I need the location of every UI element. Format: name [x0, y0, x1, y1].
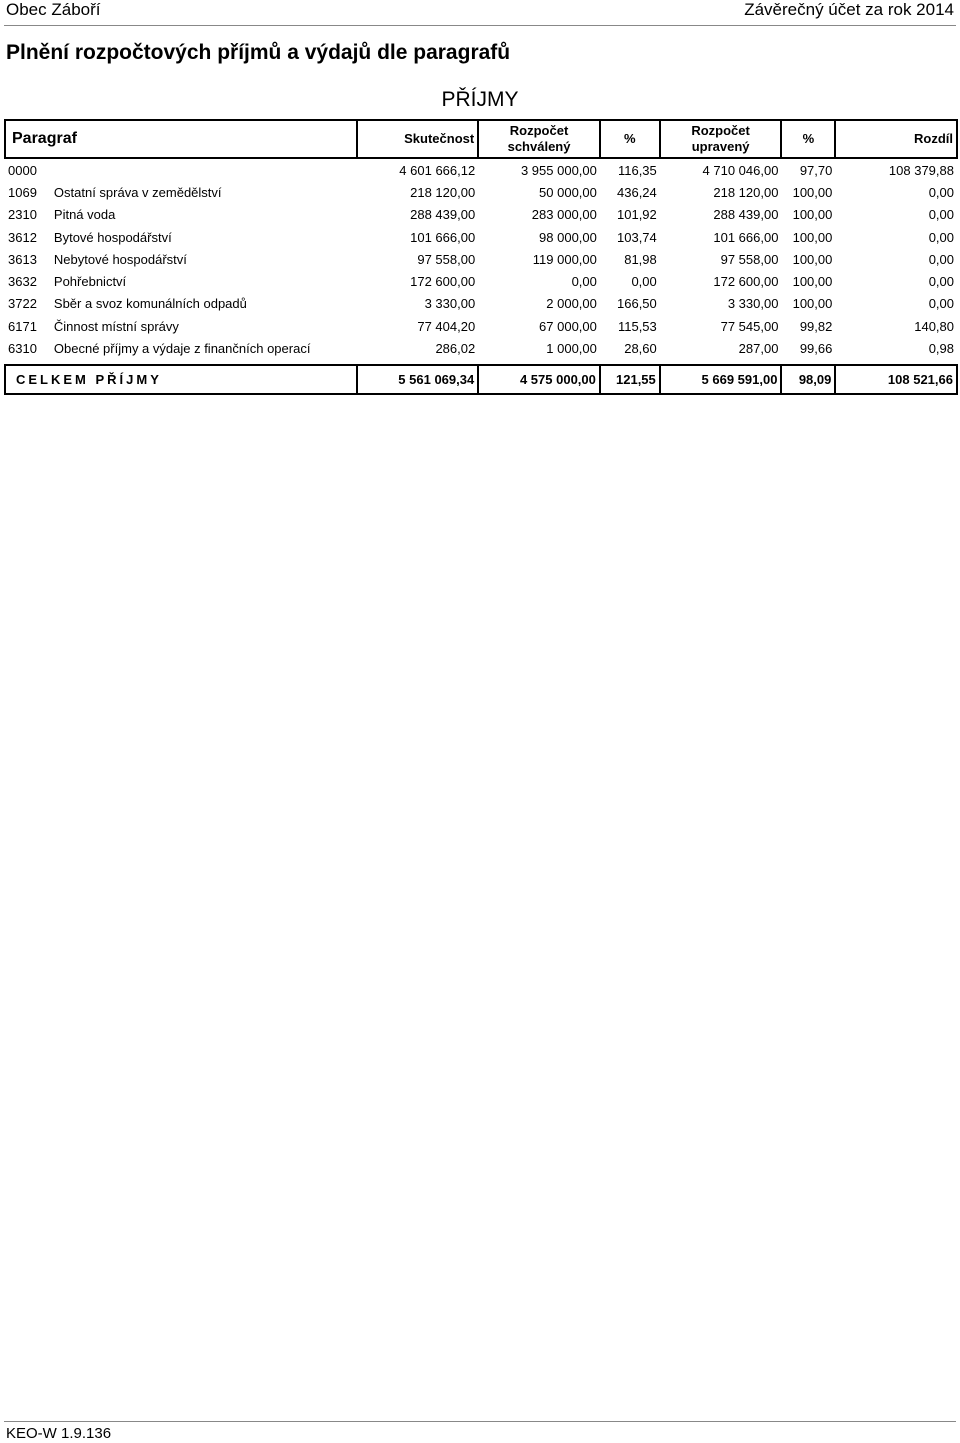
page-title: Plnění rozpočtových příjmů a výdajů dle paragrafů — [6, 41, 511, 64]
row-schvaleny: 67 000,00 — [539, 318, 597, 334]
row-skutecnost: 3 330,00 — [424, 296, 476, 312]
row-name: Obecné příjmy a výdaje z finančních operací — [53, 341, 311, 357]
total-upraveny: 5 669 591,00 — [660, 365, 782, 394]
row-skutecnost: 288 439,00 — [410, 207, 476, 223]
total-skutecnost: 5 561 069,34 — [357, 365, 479, 394]
row-code: 6310 — [8, 341, 37, 357]
row-code: 3613 — [8, 251, 37, 267]
table-header-row — [5, 120, 957, 158]
row-schvaleny: 3 955 000,00 — [520, 162, 597, 178]
row-pct2: 100,00 — [792, 184, 833, 200]
row-pct2: 100,00 — [792, 296, 833, 312]
row-skutecnost: 172 600,00 — [410, 274, 476, 290]
row-schvaleny: 98 000,00 — [539, 229, 597, 245]
row-skutecnost: 97 558,00 — [417, 251, 476, 267]
row-code: 2310 — [8, 207, 37, 223]
table-row — [5, 204, 957, 226]
total-schvaleny: 4 575 000,00 — [478, 365, 600, 394]
table-row — [5, 158, 957, 181]
footer-divider — [4, 1421, 956, 1422]
row-code: 1069 — [8, 184, 37, 200]
row-name: Činnost místní správy — [53, 318, 179, 334]
row-rozdil: 0,00 — [928, 296, 954, 312]
row-schvaleny: 119 000,00 — [532, 251, 597, 267]
col-header-rozdil: Rozdíl — [835, 120, 957, 158]
row-name — [51, 158, 357, 181]
row-rozdil: 140,80 — [914, 318, 954, 334]
row-pct1: 116,35 — [617, 162, 657, 178]
row-code: 0000 — [8, 162, 37, 178]
row-pct1: 166,50 — [617, 296, 657, 312]
row-pct1: 81,98 — [624, 251, 657, 267]
row-code: 3612 — [8, 229, 37, 245]
col-header-paragraf: Paragraf — [5, 120, 357, 158]
row-schvaleny: 50 000,00 — [539, 184, 597, 200]
row-pct1: 436,24 — [617, 184, 657, 200]
row-skutecnost: 77 404,20 — [417, 318, 476, 334]
total-pct1: 121,55 — [600, 365, 660, 394]
table-row — [5, 248, 957, 270]
row-code: 6171 — [8, 318, 37, 334]
row-pct1: 103,74 — [617, 229, 657, 245]
row-pct1: 0,00 — [631, 274, 657, 290]
row-schvaleny: 283 000,00 — [531, 207, 597, 223]
row-rozdil: 0,98 — [928, 341, 954, 357]
row-upraveny: 218 120,00 — [713, 184, 779, 200]
total-row — [5, 365, 957, 394]
table-row — [5, 226, 957, 248]
row-upraveny: 77 545,00 — [720, 318, 779, 334]
row-name: Bytové hospodářství — [53, 229, 172, 245]
table-row — [5, 181, 957, 203]
total-pct2: 98,09 — [781, 365, 835, 394]
row-code: 3722 — [8, 296, 37, 312]
row-upraveny: 172 600,00 — [713, 274, 779, 290]
municipality-name: Obec Záboří — [6, 0, 101, 19]
row-upraveny: 101 666,00 — [713, 229, 779, 245]
row-skutecnost: 101 666,00 — [410, 229, 476, 245]
row-name: Ostatní správa v zemědělství — [53, 184, 222, 200]
row-upraveny: 97 558,00 — [720, 251, 779, 267]
table-row — [5, 270, 957, 292]
col-header-pct1: % — [600, 120, 660, 158]
row-schvaleny: 2 000,00 — [546, 296, 597, 312]
row-name: Nebytové hospodářství — [53, 251, 187, 267]
col-header-pct2: % — [781, 120, 835, 158]
row-pct1: 101,92 — [617, 207, 657, 223]
row-pct2: 97,70 — [799, 162, 833, 178]
row-pct2: 100,00 — [792, 274, 833, 290]
total-rozdil: 108 521,66 — [835, 365, 957, 394]
table-row — [5, 337, 957, 359]
row-pct2: 100,00 — [792, 229, 833, 245]
row-pct1: 28,60 — [624, 341, 657, 357]
report-title: Závěrečný účet za rok 2014 — [744, 0, 954, 19]
row-rozdil: 0,00 — [928, 229, 954, 245]
col-header-schvaleny: Rozpočet schválený — [478, 120, 600, 158]
row-name: Pitná voda — [53, 207, 116, 223]
row-schvaleny: 0,00 — [571, 274, 597, 290]
row-pct2: 100,00 — [792, 207, 833, 223]
row-pct2: 99,82 — [799, 318, 833, 334]
row-name: Sběr a svoz komunálních odpadů — [53, 296, 247, 312]
row-pct2: 100,00 — [792, 251, 833, 267]
budget-table — [4, 119, 958, 395]
row-upraveny: 287,00 — [738, 341, 779, 357]
row-rozdil: 0,00 — [928, 184, 954, 200]
row-skutecnost: 4 601 666,12 — [399, 162, 476, 178]
row-rozdil: 0,00 — [928, 251, 954, 267]
table-body — [5, 158, 957, 360]
total-label: CELKEM PŘÍJMY — [5, 365, 357, 394]
table-row — [5, 293, 957, 315]
row-rozdil: 108 379,88 — [888, 162, 954, 178]
row-code: 3632 — [8, 274, 37, 290]
header-divider — [4, 25, 956, 26]
table-row — [5, 315, 957, 337]
row-upraveny: 288 439,00 — [713, 207, 779, 223]
section-title: PŘÍJMY — [441, 88, 519, 111]
row-upraveny: 3 330,00 — [727, 296, 779, 312]
software-version: KEO-W 1.9.136 — [6, 1425, 112, 1442]
row-upraveny: 4 710 046,00 — [702, 162, 779, 178]
row-pct1: 115,53 — [617, 318, 657, 334]
col-header-upraveny: Rozpočet upravený — [660, 120, 782, 158]
row-name: Pohřebnictví — [53, 274, 127, 290]
row-pct2: 99,66 — [799, 341, 833, 357]
col-header-skutecnost: Skutečnost — [357, 120, 479, 158]
row-skutecnost: 286,02 — [435, 341, 476, 357]
row-rozdil: 0,00 — [928, 274, 954, 290]
row-schvaleny: 1 000,00 — [546, 341, 597, 357]
row-skutecnost: 218 120,00 — [410, 184, 476, 200]
row-rozdil: 0,00 — [928, 207, 954, 223]
